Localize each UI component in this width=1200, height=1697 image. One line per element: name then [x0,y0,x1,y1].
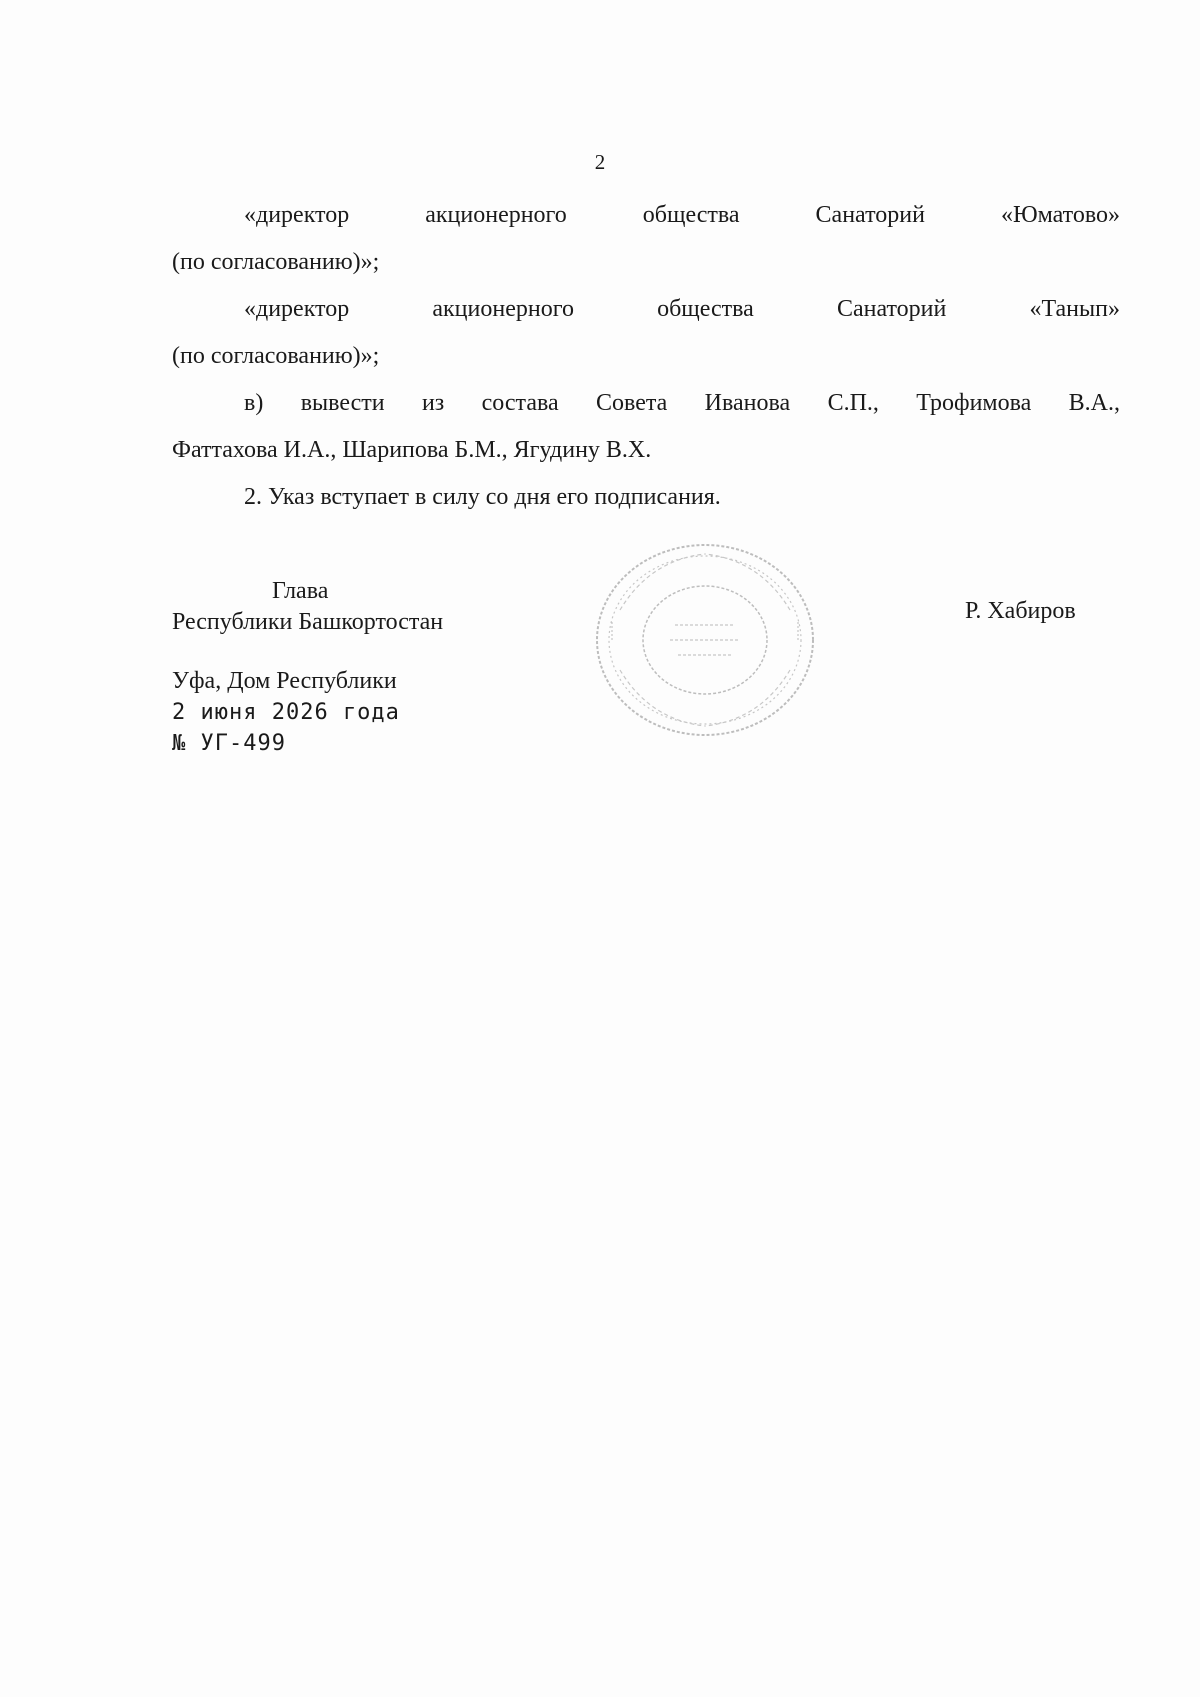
paragraph-remove-members-cont: Фаттахова И.А., Шарипова Б.М., Ягудину В.Х. [172,437,652,463]
document-body [172,192,1120,521]
official-seal-stamp [590,540,820,740]
paragraph-agreement-2: (по согласованию)»; [172,343,380,369]
decree-location: Уфа, Дом Республики [172,668,397,694]
paragraph-decree-effective: 2. Указ вступает в силу со дня его подписания. [244,484,721,510]
signature-title-line2: Республики Башкортостан [172,609,444,635]
decree-date: 2 июня 2026 года [172,700,400,725]
signatory-name: Р. Хабиров [965,598,1076,624]
place-date-block [172,666,400,759]
paragraph-remove-members: в) вывести из состава Совета Иванова С.П., Трофимова В.А., [244,390,1120,416]
paragraph-director-yumatovo: «директор акционерного общества Санаторий «Юматово» [244,202,1120,228]
page-number: 2 [594,150,606,174]
paragraph-agreement-1: (по согласованию)»; [172,249,380,275]
paragraph-director-tanyp: «директор акционерного общества Санаторий «Танып» [244,296,1120,322]
signature-title-block [172,576,443,638]
signature-title-line1: Глава [272,578,329,604]
decree-number: № УГ-499 [172,731,286,756]
